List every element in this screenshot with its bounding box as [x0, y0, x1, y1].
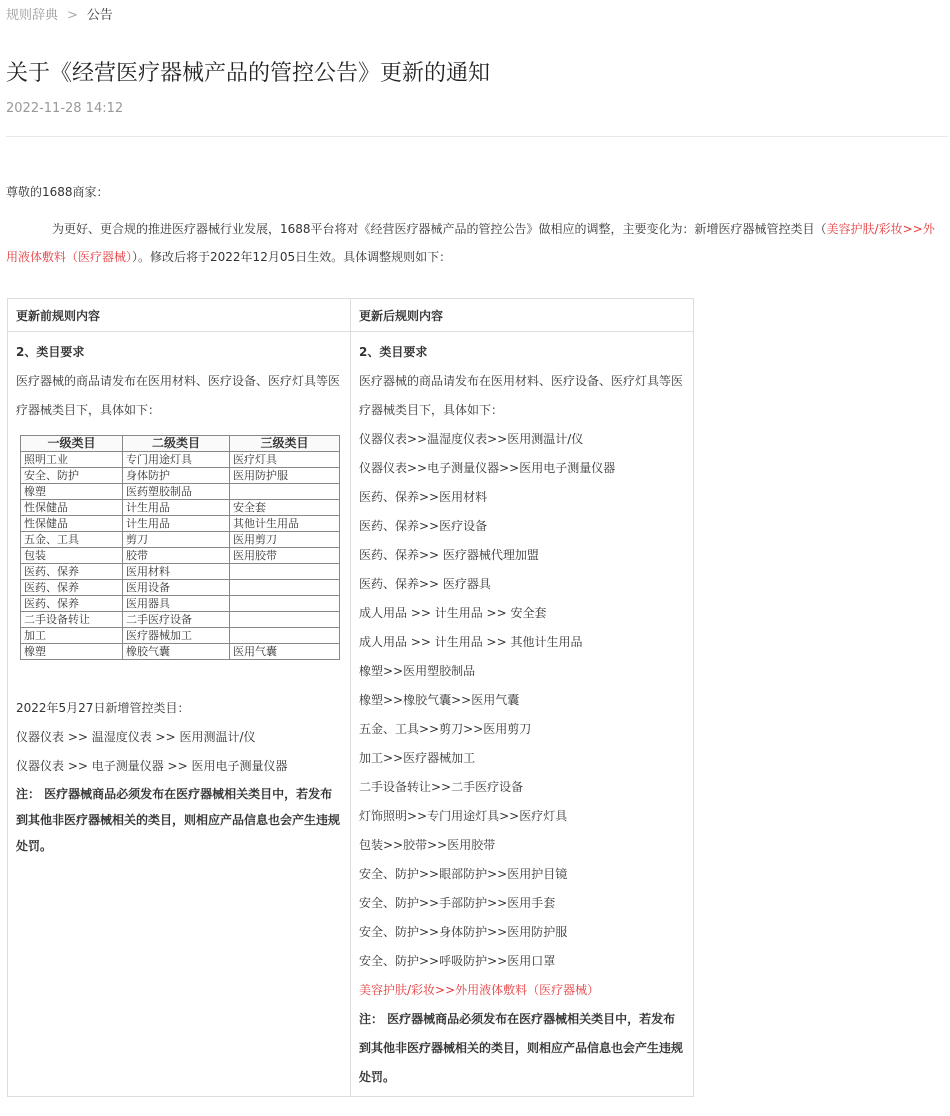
category-cell: 专门用途灯具: [123, 452, 230, 468]
breadcrumb-separator: >: [67, 8, 78, 23]
right-note: 注： 医疗器械商品必须发布在医疗器械相关类目中，若发布到其他非医疗器械相关的类目，则相应产品信息也会产生违规处罚。: [359, 1012, 684, 1084]
intro-text-1: 为更好、更合规的推进医疗器械行业发展，1688平台将对《经营医疗器械产品的管控公告》做相应的调整，主要变化为：新增医疗器械管控类目（: [52, 222, 827, 236]
category-cell: [230, 628, 340, 644]
category-cell: 医用胶带: [230, 548, 340, 564]
category-row: [21, 596, 340, 612]
category-header-row: [21, 436, 340, 452]
divider: [6, 136, 948, 137]
header-before: 更新前规则内容: [8, 299, 351, 332]
category-cell: 性保健品: [21, 500, 123, 516]
category-cell: 剪刀: [123, 532, 230, 548]
category-row: [21, 612, 340, 628]
category-cell: 橡塑: [21, 484, 123, 500]
after-column: [351, 332, 694, 1097]
right-category-item: 加工>>医疗器械加工: [359, 751, 476, 765]
right-category-item: 橡塑>>橡胶气囊>>医用气囊: [359, 693, 520, 707]
category-row: [21, 548, 340, 564]
category-row: [21, 516, 340, 532]
category-row: [21, 468, 340, 484]
cat-header-1: 一级类目: [21, 436, 123, 452]
rules-header-row: [8, 299, 694, 332]
category-cell: 医药塑胶制品: [123, 484, 230, 500]
right-category-item: 医药、保养>> 医疗器具: [359, 577, 491, 591]
right-category-item: 五金、工具>>剪刀>>医用剪刀: [359, 722, 532, 736]
before-column: [8, 332, 351, 1097]
right-desc: 医疗器械的商品请发布在医用材料、医疗设备、医疗灯具等医疗器械类目下，具体如下：: [359, 374, 684, 417]
category-cell: 医药、保养: [21, 564, 123, 580]
category-cell: 安全套: [230, 500, 340, 516]
category-table: [20, 435, 340, 660]
right-category-item: 橡塑>>医用塑胶制品: [359, 664, 476, 678]
intro-highlight: 美容护肤/彩妆>>外用液体敷料（医疗器械）: [6, 222, 935, 264]
cat-header-3: 三级类目: [230, 436, 340, 452]
category-cell: 医用气囊: [230, 644, 340, 660]
category-cell: 医用材料: [123, 564, 230, 580]
category-cell: [230, 580, 340, 596]
right-category-item: 包装>>胶带>>医用胶带: [359, 838, 496, 852]
header-after: 更新后规则内容: [351, 299, 694, 332]
category-row: [21, 580, 340, 596]
category-cell: [230, 596, 340, 612]
right-category-item: 医药、保养>>医用材料: [359, 490, 488, 504]
new-added-title: 2022年5月27日新增管控类目：: [16, 701, 190, 715]
category-cell: 性保健品: [21, 516, 123, 532]
category-row: [21, 500, 340, 516]
category-row: [21, 532, 340, 548]
right-category-item: 医药、保养>>医疗设备: [359, 519, 488, 533]
category-cell: 医用防护服: [230, 468, 340, 484]
category-cell: 身体防护: [123, 468, 230, 484]
right-category-item: 灯饰照明>>专门用途灯具>>医疗灯具: [359, 809, 568, 823]
category-row: [21, 484, 340, 500]
intro-text-2: ）。修改后将于2022年12月05日生效。具体调整规则如下：: [132, 250, 452, 264]
new-added-item: 仪器仪表 >> 温湿度仪表 >> 医用测温计/仪: [16, 730, 256, 744]
breadcrumb: [6, 4, 113, 23]
cat-header-2: 二级类目: [123, 436, 230, 452]
right-category-item: 二手设备转让>>二手医疗设备: [359, 780, 524, 794]
category-cell: 医用剪刀: [230, 532, 340, 548]
right-category-item: 仪器仪表>>电子测量仪器>>医用电子测量仪器: [359, 461, 616, 475]
category-cell: 加工: [21, 628, 123, 644]
category-row: [21, 644, 340, 660]
category-cell: 包装: [21, 548, 123, 564]
category-cell: [230, 564, 340, 580]
category-row: [21, 564, 340, 580]
rules-body-row: [8, 332, 694, 1097]
new-added-item: 仪器仪表 >> 电子测量仪器 >> 医用电子测量仪器: [16, 759, 288, 773]
category-cell: 五金、工具: [21, 532, 123, 548]
left-note: 注： 医疗器械商品必须发布在医疗器械相关类目中，若发布到其他非医疗器械相关的类目，则相应产品信息也会产生违规处罚。: [16, 787, 341, 853]
spacer: [16, 660, 342, 694]
category-cell: 其他计生用品: [230, 516, 340, 532]
category-cell: 医疗器械加工: [123, 628, 230, 644]
right-category-item: 仪器仪表>>温湿度仪表>>医用测温计/仪: [359, 432, 584, 446]
right-category-item: 安全、防护>>呼吸防护>>医用口罩: [359, 954, 556, 968]
left-section-title: 2、类目要求: [16, 345, 85, 359]
category-row: [21, 452, 340, 468]
right-category-item: 医药、保养>> 医疗器械代理加盟: [359, 548, 539, 562]
breadcrumb-root-link[interactable]: 规则辞典: [6, 8, 59, 23]
category-cell: 橡胶气囊: [123, 644, 230, 660]
category-cell: 二手医疗设备: [123, 612, 230, 628]
category-cell: 医用器具: [123, 596, 230, 612]
right-category-list: [359, 425, 685, 976]
category-row: [21, 628, 340, 644]
right-category-item: 安全、防护>>手部防护>>医用手套: [359, 896, 556, 910]
category-cell: 二手设备转让: [21, 612, 123, 628]
breadcrumb-current: 公告: [86, 8, 113, 23]
greeting: 尊敬的1688商家：: [6, 185, 109, 199]
page-title: 关于《经营医疗器械产品的管控公告》更新的通知: [6, 61, 491, 86]
right-category-item: 成人用品 >> 计生用品 >> 安全套: [359, 606, 547, 620]
right-new-item: 美容护肤/彩妆>>外用液体敷料（医疗器械）: [359, 983, 600, 997]
category-cell: 医药、保养: [21, 580, 123, 596]
left-desc: 医疗器械的商品请发布在医用材料、医疗设备、医疗灯具等医疗器械类目下，具体如下：: [16, 374, 341, 417]
right-category-item: 安全、防护>>眼部防护>>医用护目镜: [359, 867, 568, 881]
category-table-body: [21, 452, 340, 660]
right-category-item: 安全、防护>>身体防护>>医用防护服: [359, 925, 568, 939]
rules-comparison-table: [7, 298, 694, 1097]
category-cell: 橡塑: [21, 644, 123, 660]
category-cell: 安全、防护: [21, 468, 123, 484]
category-cell: [230, 484, 340, 500]
category-cell: 医用设备: [123, 580, 230, 596]
right-section-title: 2、类目要求: [359, 345, 428, 359]
category-cell: 照明工业: [21, 452, 123, 468]
category-cell: [230, 612, 340, 628]
intro-paragraph: [6, 215, 942, 271]
right-category-item: 成人用品 >> 计生用品 >> 其他计生用品: [359, 635, 583, 649]
category-cell: 胶带: [123, 548, 230, 564]
publish-date: 2022-11-28 14:12: [6, 101, 124, 116]
category-cell: 计生用品: [123, 500, 230, 516]
category-cell: 医疗灯具: [230, 452, 340, 468]
category-cell: 医药、保养: [21, 596, 123, 612]
category-cell: 计生用品: [123, 516, 230, 532]
